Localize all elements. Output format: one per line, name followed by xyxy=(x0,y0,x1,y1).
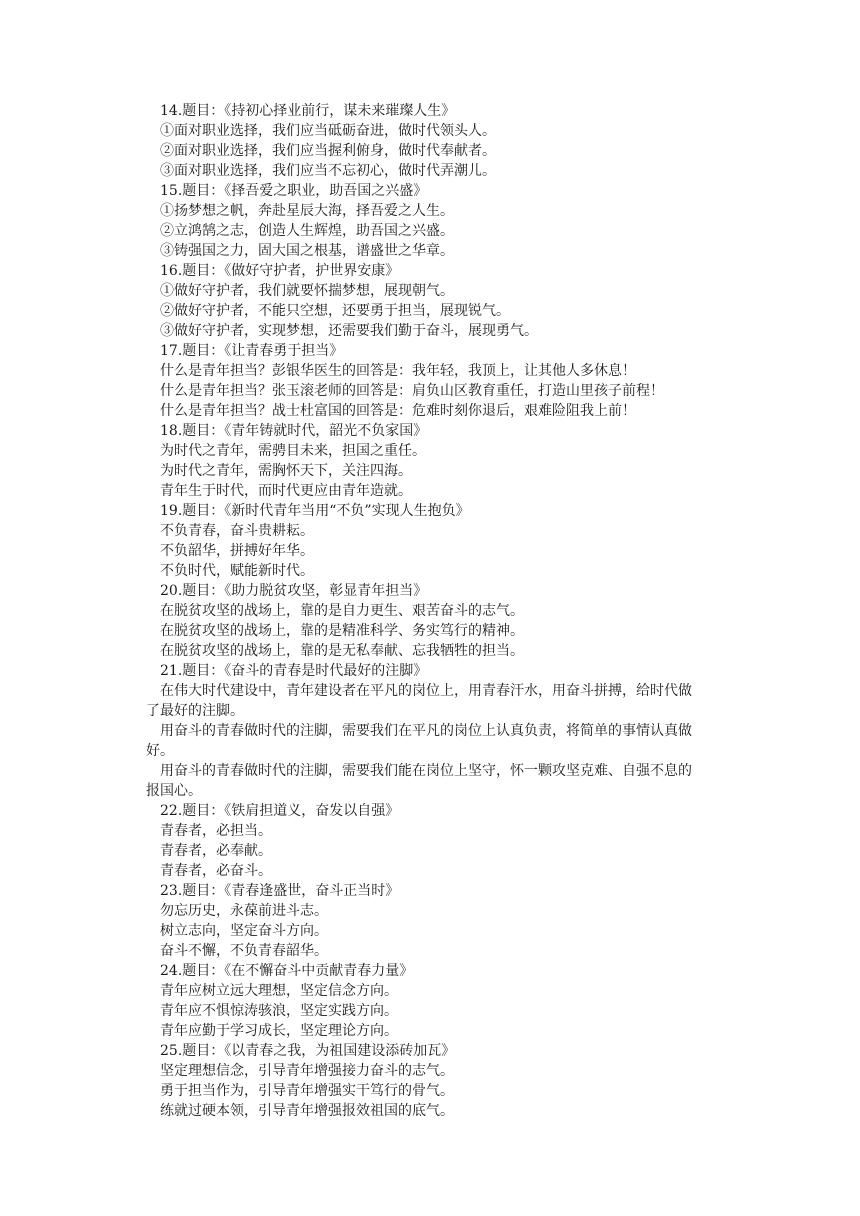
section-title: 23.题目：《青春逢盛世，奋斗正当时》 xyxy=(160,883,400,899)
section-line: 勇于担当作为，引导青年增强实干笃行的骨气。 xyxy=(160,1083,454,1099)
section-line: 不负韶华，拼搏好年华。 xyxy=(160,543,314,559)
section-line: 青春者，必担当。 xyxy=(160,823,272,839)
section-line: 练就过硬本领，引导青年增强报效祖国的底气。 xyxy=(160,1103,454,1119)
section-line: 什么是青年担当？彭银华医生的回答是：我年轻，我顶上，让其他人多休息！ xyxy=(160,363,636,379)
section-line: 勿忘历史，永葆前进斗志。 xyxy=(160,903,328,919)
section-line: ③做好守护者，实现梦想，还需要我们勤于奋斗，展现勇气。 xyxy=(160,323,538,339)
section-title: 18.题目：《青年铸就时代，韶光不负家国》 xyxy=(160,423,428,439)
section-title: 25.题目：《以青春之我，为祖国建设添砖加瓦》 xyxy=(160,1043,456,1059)
paragraph-continuation-line: 报国心。 xyxy=(146,783,202,799)
section-line: ②面对职业选择，我们应当握利俯身，做时代奉献者。 xyxy=(160,143,496,159)
section-line: 青年应树立远大理想，坚定信念方向。 xyxy=(160,983,398,999)
section-title: 22.题目：《铁肩担道义，奋发以自强》 xyxy=(160,803,400,819)
section-line: ①做好守护者，我们就要怀揣梦想，展现朝气。 xyxy=(160,283,454,299)
section-line: 为时代之青年，需胸怀天下，关注四海。 xyxy=(160,463,412,479)
section-line: 什么是青年担当？张玉滚老师的回答是：肩负山区教育重任，打造山里孩子前程！ xyxy=(160,383,664,399)
section-line: 奋斗不懈，不负青春韶华。 xyxy=(160,943,328,959)
section-line: ③面对职业选择，我们应当不忘初心，做时代弄潮儿。 xyxy=(160,163,496,179)
document-body xyxy=(146,101,730,1121)
paragraph-continuation-line: 了最好的注脚。 xyxy=(146,703,244,719)
section-line: ③铸强国之力，固大国之根基，谱盛世之华章。 xyxy=(160,243,454,259)
section-line: 青春者，必奉献。 xyxy=(160,843,272,859)
section-line: 青年应不惧惊涛骇浪，坚定实践方向。 xyxy=(160,1003,398,1019)
section-line: ②立鸿鹄之志，创造人生辉煌，助吾国之兴盛。 xyxy=(160,223,454,239)
section-line: 青春者，必奋斗。 xyxy=(160,863,272,879)
section-line: 不负青春，奋斗贵耕耘。 xyxy=(160,523,314,539)
section-line: 坚定理想信念，引导青年增强接力奋斗的志气。 xyxy=(160,1063,454,1079)
section-title: 24.题目：《在不懈奋斗中贡献青春力量》 xyxy=(160,963,414,979)
section-line: 树立志向，坚定奋斗方向。 xyxy=(160,923,328,939)
section-line: 青年应勤于学习成长，坚定理论方向。 xyxy=(160,1023,398,1039)
section-line: ①扬梦想之帆，奔赴星辰大海，择吾爱之人生。 xyxy=(160,203,454,219)
paragraph-first-line: 用奋斗的青春做时代的注脚，需要我们能在岗位上坚守，怀一颗攻坚克难、自强不息的 xyxy=(160,763,692,779)
paragraph-continuation-line: 好。 xyxy=(146,743,174,759)
section-title: 15.题目：《择吾爱之职业，助吾国之兴盛》 xyxy=(160,183,428,199)
section-line: 青年生于时代，而时代更应由青年造就。 xyxy=(160,483,412,499)
section-line: ①面对职业选择，我们应当砥砺奋进，做时代领头人。 xyxy=(160,123,496,139)
section-line: 不负时代，赋能新时代。 xyxy=(160,563,314,579)
paragraph-first-line: 用奋斗的青春做时代的注脚，需要我们在平凡的岗位上认真负责，将简单的事情认真做 xyxy=(160,723,692,739)
section-line: 为时代之青年，需骋目未来，担国之重任。 xyxy=(160,443,426,459)
section-title: 19.题目：《新时代青年当用“不负”实现人生抱负》 xyxy=(160,503,470,519)
paragraph-first-line: 在伟大时代建设中，青年建设者在平凡的岗位上，用青春汗水，用奋斗拼搏，给时代做 xyxy=(160,683,692,699)
section-line: 在脱贫攻坚的战场上，靠的是精准科学、务实笃行的精神。 xyxy=(160,623,524,639)
section-line: ②做好守护者，不能只空想，还要勇于担当，展现锐气。 xyxy=(160,303,510,319)
section-title: 20.题目：《助力脱贫攻坚，彰显青年担当》 xyxy=(160,583,428,599)
section-line: 在脱贫攻坚的战场上，靠的是自力更生、艰苦奋斗的志气。 xyxy=(160,603,524,619)
section-title: 14.题目：《持初心择业前行，谋未来璀璨人生》 xyxy=(160,103,456,119)
section-line: 什么是青年担当？战士杜富国的回答是：危难时刻你退后，艰难险阻我上前！ xyxy=(160,403,636,419)
section-title: 17.题目：《让青春勇于担当》 xyxy=(160,343,344,359)
section-title: 16.题目：《做好守护者，护世界安康》 xyxy=(160,263,400,279)
section-title: 21.题目：《奋斗的青春是时代最好的注脚》 xyxy=(160,663,428,679)
section-line: 在脱贫攻坚的战场上，靠的是无私奉献、忘我牺牲的担当。 xyxy=(160,643,524,659)
